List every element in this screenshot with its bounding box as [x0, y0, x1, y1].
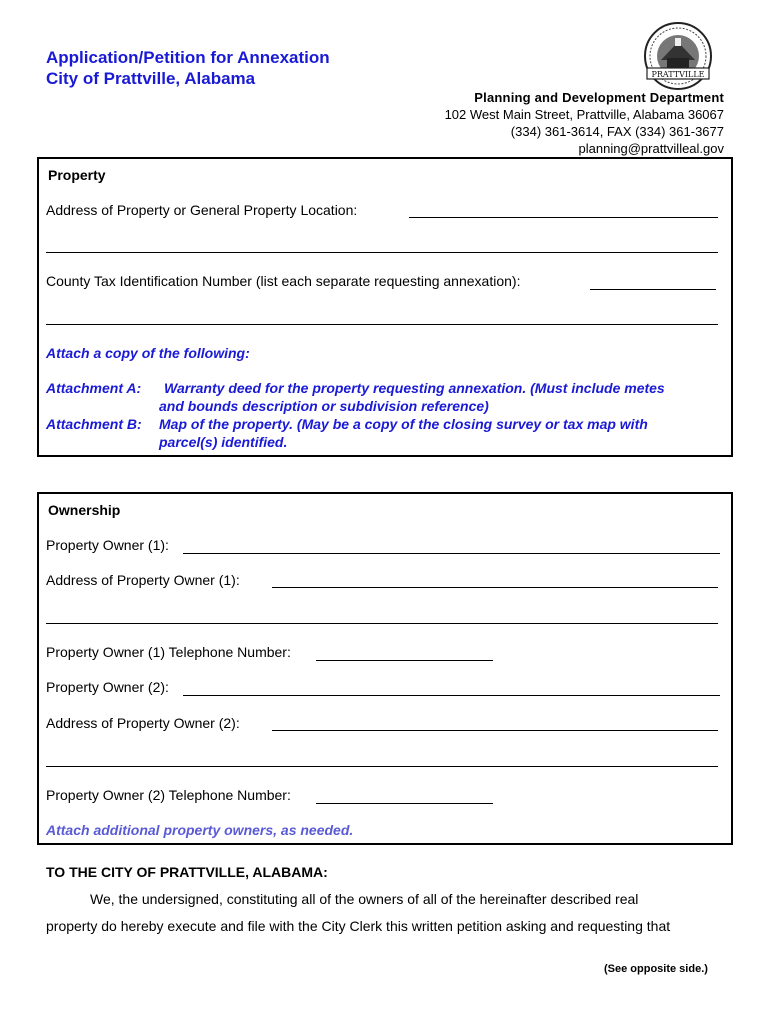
- owner2-label: Property Owner (2):: [46, 679, 169, 695]
- attachment-b-text-line1: Map of the property. (May be a copy of the closing survey or tax map with: [159, 416, 648, 432]
- property-address-field-line2[interactable]: [46, 252, 718, 253]
- owner1-field[interactable]: [183, 553, 720, 554]
- property-address-label: Address of Property or General Property Location:: [46, 202, 358, 218]
- owner1-label: Property Owner (1):: [46, 537, 169, 553]
- ownership-heading: Ownership: [48, 502, 121, 518]
- city-seal-logo: [639, 22, 717, 94]
- tax-id-field-line2[interactable]: [46, 324, 718, 325]
- attachment-a-label: Attachment A:: [46, 380, 142, 396]
- petition-addressee: TO THE CITY OF PRATTVILLE, ALABAMA:: [46, 864, 328, 880]
- owner2-address-label: Address of Property Owner (2):: [46, 715, 240, 731]
- owner1-address-label: Address of Property Owner (1):: [46, 572, 240, 588]
- owner2-field[interactable]: [183, 695, 720, 696]
- owner1-phone-field[interactable]: [316, 660, 493, 661]
- owner1-address-field-line2[interactable]: [46, 623, 718, 624]
- owner2-phone-field[interactable]: [316, 803, 493, 804]
- petition-text-line1: We, the undersigned, constituting all of the owners of all of the hereinafter described real: [90, 891, 639, 907]
- attachment-b-label: Attachment B:: [46, 416, 142, 432]
- owner2-address-field[interactable]: [272, 730, 718, 731]
- attach-intro: Attach a copy of the following:: [46, 345, 250, 361]
- property-address-field[interactable]: [409, 217, 718, 218]
- attachment-a-text-line1: Warranty deed for the property requesting annexation. (Must include metes: [164, 380, 665, 396]
- additional-owners-note: Attach additional property owners, as needed.: [46, 822, 354, 838]
- owner1-address-field[interactable]: [272, 587, 718, 588]
- seal-banner-text: PRATTVILLE: [651, 70, 705, 79]
- attachment-a-text-line2: and bounds description or subdivision reference): [159, 398, 489, 414]
- attachment-b-text-line2: parcel(s) identified.: [159, 434, 288, 450]
- owner1-phone-label: Property Owner (1) Telephone Number:: [46, 644, 291, 660]
- department-name: Planning and Development Department: [474, 90, 724, 105]
- petition-text-line2: property do hereby execute and file with the City Clerk this written petition asking and requesting that: [46, 918, 671, 934]
- tax-id-label: County Tax Identification Number (list each separate requesting annexation):: [46, 273, 521, 289]
- see-opposite-note: (See opposite side.): [604, 963, 708, 975]
- ownership-section: [37, 492, 733, 845]
- tax-id-field[interactable]: [590, 289, 716, 290]
- owner2-address-field-line2[interactable]: [46, 766, 718, 767]
- department-info: [445, 89, 724, 157]
- form-subtitle: City of Prattville, Alabama: [46, 69, 256, 88]
- property-heading: Property: [48, 167, 106, 183]
- department-phone-fax: (334) 361-3614, FAX (334) 361-3677: [510, 124, 724, 139]
- property-section: [37, 157, 733, 457]
- department-address: 102 West Main Street, Prattville, Alabama 36067: [444, 107, 724, 122]
- owner2-phone-label: Property Owner (2) Telephone Number:: [46, 787, 291, 803]
- department-email: planning@prattvilleal.gov: [578, 141, 724, 156]
- form-title: Application/Petition for Annexation: [46, 48, 330, 67]
